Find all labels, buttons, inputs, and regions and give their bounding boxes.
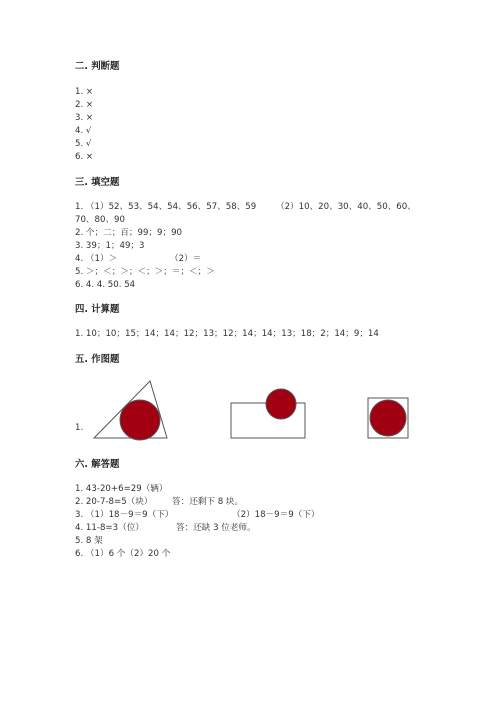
section-title-draw: 五. 作图题: [75, 354, 120, 365]
solve-answer-2b: 答：还剩下 8 块。: [172, 497, 244, 507]
triangle-inscribed-circle: [120, 400, 160, 440]
solve-answer-2a: 2. 20-7-8=5（块）: [75, 497, 153, 507]
judge-answer-2: 2. ×: [75, 100, 94, 110]
square-figure: [368, 398, 408, 438]
fill-answer-4b: （2）＝: [170, 254, 202, 264]
rectangle-circle: [266, 389, 296, 419]
judge-answer-1: 1. ×: [75, 87, 94, 97]
triangle-figure: [94, 381, 167, 440]
section-title-fill: 三. 填空题: [75, 177, 120, 188]
solve-answer-4a: 4. 11-8=3（位）: [75, 523, 144, 533]
judge-answer-3: 3. ×: [75, 113, 94, 123]
solve-answer-4b: 答：还缺 3 位老师。: [176, 523, 256, 533]
square-inscribed-circle: [370, 400, 406, 436]
section-title-calc: 四. 计算题: [75, 304, 120, 315]
solve-answer-3b: （2）18－9＝9（下）: [232, 510, 320, 520]
solve-answer-5: 5. 8 架: [75, 536, 103, 546]
solve-answer-3a: 3. （1）18－9＝9（下）: [75, 510, 174, 520]
section-title-solve: 六. 解答题: [75, 459, 120, 470]
fill-answer-3: 3. 39；1；49；3: [75, 241, 145, 251]
fill-answer-1a: 1. （1）52、53、54、54、56、57、58、59: [75, 202, 257, 212]
draw-answer-label: 1.: [75, 423, 84, 433]
fill-answer-4a: 4. （1）＞: [75, 254, 118, 264]
solve-answer-6: 6. （1）6 个（2）20 个: [75, 549, 171, 559]
fill-answer-1b: （2）10、20、30、40、50、60、: [276, 202, 416, 212]
judge-answer-5: 5. √: [75, 139, 92, 149]
fill-answer-2: 2. 个；二；百；99；9；90: [75, 228, 183, 238]
judge-answer-6: 6. ×: [75, 152, 94, 162]
judge-answer-4: 4. √: [75, 126, 92, 136]
fill-answer-1c: 70、80、90: [75, 215, 125, 225]
calc-answer-1: 1. 10；10；15；14；14；12；13；12；14；14；13；18；2；14；9；14: [75, 329, 379, 339]
solve-answer-1: 1. 43-20+6=29（辆）: [75, 484, 168, 494]
fill-answer-5: 5. ＞；＜；＞；＜；＞；＝；＜；＞: [75, 267, 215, 277]
rectangle-figure: [231, 389, 305, 438]
fill-answer-6: 6. 4. 4. 50. 54: [75, 280, 136, 290]
section-title-judge: 二. 判断题: [75, 61, 120, 72]
